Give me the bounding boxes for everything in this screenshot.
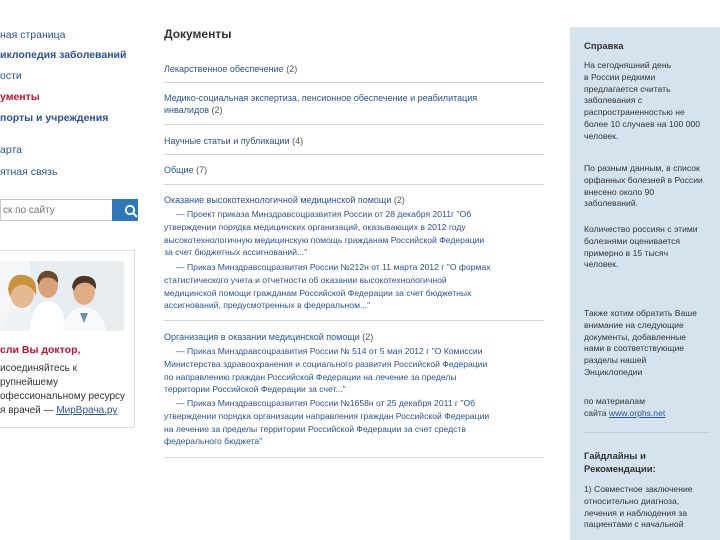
nav-item-news[interactable]: ости (0, 70, 22, 82)
sidebar-line: пациентами с начальной (584, 519, 684, 530)
nav-item-map[interactable]: арта (0, 144, 22, 156)
sidebar-paragraph (584, 484, 716, 531)
document-link[interactable] (164, 208, 548, 259)
sidebar-line: 1) Совместное заключение (584, 484, 693, 494)
promo-text-line: рупнейшему (0, 377, 59, 388)
nav-item-home[interactable]: ная страница (0, 29, 66, 41)
sidebar-line: лечения и наблюдения за (584, 507, 687, 518)
document-line: федерального бюджета" (164, 436, 263, 447)
search-button[interactable] (112, 199, 138, 221)
document-line: Министерства здравоохранения и социального развития Российской Федерации (164, 358, 488, 369)
section-link-organization[interactable] (164, 332, 373, 342)
sidebar-line: в России редкими (584, 71, 656, 82)
nav-item-institutions[interactable]: порты и учреждения (0, 112, 109, 124)
section-link-medicines[interactable] (164, 64, 297, 74)
promo-title: сли Вы доктор, (0, 344, 81, 356)
section-count: (7) (196, 165, 208, 175)
sidebar-heading: Справка (584, 41, 624, 52)
section-name: Оказание высокотехнологичной медицинской помощи (164, 195, 392, 205)
section-count: (2) (286, 64, 298, 74)
section-count: (2) (362, 332, 374, 342)
sidebar-line: внимание на следующие (584, 319, 684, 330)
section-link-hightech[interactable] (164, 195, 405, 205)
promo-text-line (0, 405, 117, 416)
section-count: (2) (393, 195, 405, 205)
promo-text: я врачей — (0, 405, 57, 416)
divider (164, 457, 544, 458)
sidebar-line: распространенностью не (584, 107, 685, 118)
divider (584, 432, 710, 433)
sidebar-line: примерно в 15 тысяч (584, 247, 669, 258)
divider (164, 124, 544, 125)
sidebar-line: заболевания с (584, 95, 643, 106)
sidebar-line: нами в соответствующие (584, 343, 685, 354)
sidebar-line (584, 408, 716, 420)
sidebar-line: внесено около 90 (584, 186, 655, 197)
document-line: — Приказ Минздравсоцразвития России №1658н от 25 декабря 2011 г "Об (176, 398, 476, 408)
section-name: Лекарственное обеспечение (164, 64, 284, 74)
orphs-link[interactable]: www.orphs.net (608, 407, 666, 418)
section-count: (2) (211, 105, 223, 115)
section-name: Организация в оказании медицинской помощи (164, 332, 360, 342)
nav-item-feedback[interactable]: ятная связь (0, 166, 58, 178)
sidebar-paragraph (584, 396, 716, 420)
document-line: высокотехнологичную медицинскую помощь гражданам Российской Федерации (164, 234, 485, 245)
document-link[interactable] (164, 345, 548, 396)
document-line: ассигнований, предусмотренных в федеральном..." (164, 300, 371, 311)
sidebar-line: предлагается считать (584, 83, 671, 94)
divider (164, 154, 544, 155)
sidebar-line: по материалам (584, 396, 645, 406)
sidebar-line: относительно диагноза, (584, 495, 680, 506)
sidebar-line: По разным данным, в список (584, 163, 700, 173)
sidebar-line: Энциклопедии (584, 366, 643, 377)
sidebar-line: человек. (584, 259, 619, 270)
document-line: медицинской помощи гражданам Российской Федерации за счет бюджетных (164, 287, 472, 298)
divider (164, 320, 544, 321)
document-line: за счет бюджетных ассигнований..." (164, 247, 308, 258)
document-line: — Проект приказа Минздравсоцразвития России от 28 декабря 2011г "Об (176, 209, 472, 219)
sidebar-line: человек. (584, 130, 619, 141)
sidebar-text: сайта (584, 407, 609, 418)
info-sidebar (570, 27, 720, 540)
sidebar-heading-guidelines: Гайдлайны и (584, 451, 646, 462)
sidebar-line: заболеваний. (584, 198, 639, 209)
document-line: утверждении порядка медицинских организаций, оказывающих в 2012 году (164, 221, 466, 232)
sidebar-line: более 10 случаев на 100 000 (584, 118, 700, 129)
document-line: по направлению граждан Российской Федерации на лечение за пределы (164, 371, 457, 382)
promo-link[interactable]: МирВрача.ру (56, 405, 118, 416)
sidebar-heading-guidelines: Рекомендации: (584, 464, 656, 475)
document-line: утверждении порядка организации направления граждан Российской Федерации (164, 410, 490, 421)
nav-item-documents[interactable]: ументы (0, 91, 40, 103)
nav-item-encyclopedia[interactable]: иклопедия заболеваний (0, 49, 127, 61)
sidebar-paragraph (584, 60, 716, 143)
promo-text-line: офессиональному ресурсу (0, 391, 126, 402)
sidebar-line: На сегодняшний день (584, 60, 672, 70)
page-title: Документы (164, 27, 232, 41)
sidebar-line: разделы нашей (584, 355, 647, 366)
section-name: Медико-социальная экспертиза, пенсионное обеспечение и реабилитация (164, 93, 478, 103)
section-link-mse-cont[interactable] (164, 105, 223, 115)
section-name: Общие (164, 165, 194, 175)
divider (164, 184, 544, 185)
sidebar-line: Количество россиян с этими (584, 224, 698, 234)
section-link-general[interactable] (164, 165, 207, 175)
divider (164, 82, 544, 83)
promo-text-line: исоединяйтесь к (0, 363, 77, 374)
section-link-mse[interactable] (164, 93, 477, 103)
sidebar-line: документы, добавленные (584, 331, 687, 342)
sidebar-line: болезнями оценивается (584, 235, 681, 246)
document-line: территории Российской Федерации за счет..." (164, 384, 346, 395)
sidebar-paragraph (584, 163, 716, 210)
document-line: — Приказ Минздравсоцразвития России №212н от 11 марта 2012 г "О формах (176, 262, 491, 272)
search-input[interactable] (0, 199, 112, 221)
document-line: статистического учета и отчетности об оказании высокотехнологичной (164, 274, 447, 285)
search-box (0, 199, 138, 223)
section-name: Научные статьи и публикации (164, 136, 290, 146)
sidebar-line: орфанных болезней в России (584, 174, 703, 185)
document-line: — Приказ Минздравсоцразвития России № 514 от 5 мая 2012 г "О Комиссии (176, 346, 483, 356)
document-link[interactable] (164, 397, 548, 448)
section-count: (4) (292, 136, 304, 146)
sidebar-paragraph (584, 308, 716, 379)
section-link-articles[interactable] (164, 136, 303, 146)
document-link[interactable] (164, 261, 548, 312)
search-icon (118, 200, 144, 222)
doctor-promo-banner[interactable] (0, 250, 135, 428)
document-line: на лечение за пределы территории Российской Федерации за счет средств (164, 423, 466, 434)
sidebar-paragraph (584, 224, 716, 271)
section-name: инвалидов (164, 105, 209, 115)
sidebar-line: Также хотим обратить Ваше (584, 308, 697, 318)
doctors-photo (0, 261, 124, 331)
